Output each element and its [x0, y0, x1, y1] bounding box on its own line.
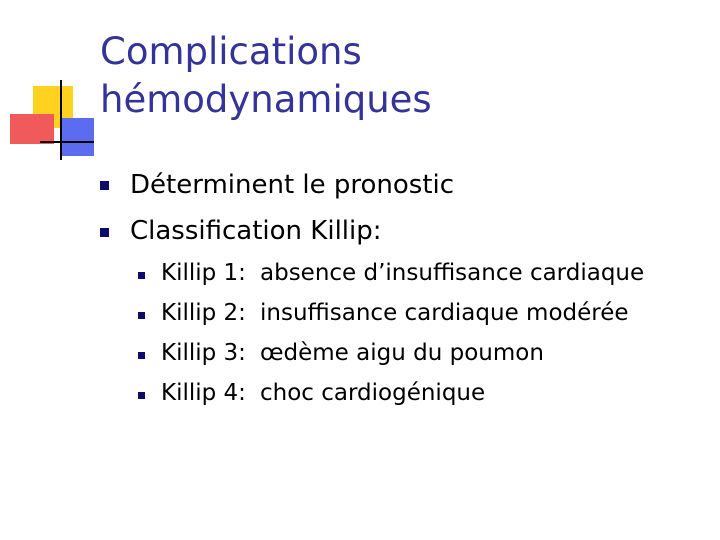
- square-bullet-icon: [100, 228, 109, 237]
- logo-blue-square: [62, 118, 94, 156]
- logo-vertical-line: [60, 80, 62, 160]
- square-bullet-icon: [138, 272, 145, 279]
- logo-horizontal-line: [40, 141, 94, 143]
- slide-title: [100, 28, 700, 124]
- square-bullet-icon: [138, 312, 145, 319]
- killip-description: absence d’insuffisance cardiaque: [260, 260, 645, 286]
- title-line-2: hémodynamiques: [100, 78, 432, 121]
- killip-description: choc cardiogénique: [260, 380, 486, 406]
- killip-description: insuffisance cardiaque modérée: [260, 300, 629, 326]
- killip-description: œdème aigu du poumon: [260, 340, 544, 366]
- square-bullet-icon: [100, 181, 109, 190]
- killip-level: Killip 4:: [161, 380, 246, 406]
- logo-red-square: [10, 114, 54, 144]
- bullet-text: Déterminent le pronostic: [130, 170, 455, 200]
- slide-logo-decoration: [0, 0, 110, 170]
- bullet-text: Classification Killip:: [130, 216, 382, 246]
- square-bullet-icon: [138, 352, 145, 359]
- killip-level: Killip 3:: [161, 340, 246, 366]
- killip-level: Killip 2:: [161, 300, 246, 326]
- killip-level: Killip 1:: [161, 260, 246, 286]
- square-bullet-icon: [138, 392, 145, 399]
- title-line-1: Complications: [100, 30, 362, 73]
